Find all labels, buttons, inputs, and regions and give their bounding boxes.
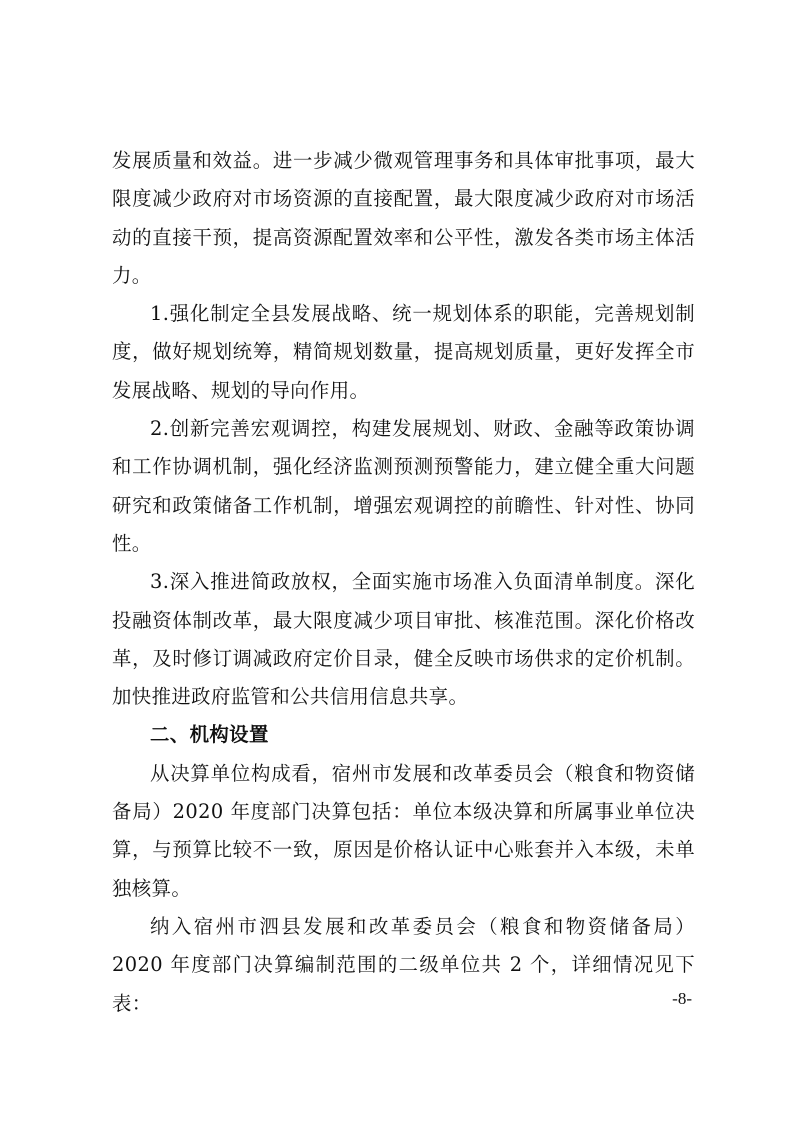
paragraph-intro: 发展质量和效益。进一步减少微观管理事务和具体审批事项，最大限度减少政府对市场资源的直接配置，最大限度减少政府对市场活动的直接干预，提高资源配置效率和公平性，激发各类市场主体活力。 xyxy=(112,149,695,287)
paragraph-item-3: 3.深入推进简政放权，全面实施市场准入负面清单制度。深化投融资体制改革，最大限度减少项目审批、核准范围。深化价格改革，及时修订调减政府定价目录，健全反映市场供求的定价机制。加快推进政府监管和公共信用信息共享。 xyxy=(112,570,695,709)
paragraph-item-1: 1.强化制定全县发展战略、统一规划体系的职能，完善规划制度，做好规划统筹，精简规划数量，提高规划质量，更好发挥全市发展战略、规划的导向作用。 xyxy=(112,302,695,402)
document-body xyxy=(112,142,695,1023)
paragraph-composition: 从决算单位构成看，宿州市发展和改革委员会（粮食和物资储备局）2020 年度部门决算包括：单位本级决算和所属事业单位决算，与预算比较不一致，原因是价格认证中心账套并入本级，未单独核算。 xyxy=(112,761,695,900)
paragraph-secondary-units: 纳入宿州市泗县发展和改革委员会（粮食和物资储备局）2020 年度部门决算编制范围的二级单位共 2 个，详细情况见下表： xyxy=(112,914,695,1015)
section-heading: 二、机构设置 xyxy=(150,723,269,747)
paragraph-item-2: 2.创新完善宏观调控，构建发展规划、财政、金融等政策协调和工作协调机制，强化经济监测预测预警能力，建立健全重大问题研究和政策储备工作机制，增强宏观调控的前瞻性、针对性、协同性。 xyxy=(112,417,695,555)
page-number: -8- xyxy=(672,989,692,1008)
